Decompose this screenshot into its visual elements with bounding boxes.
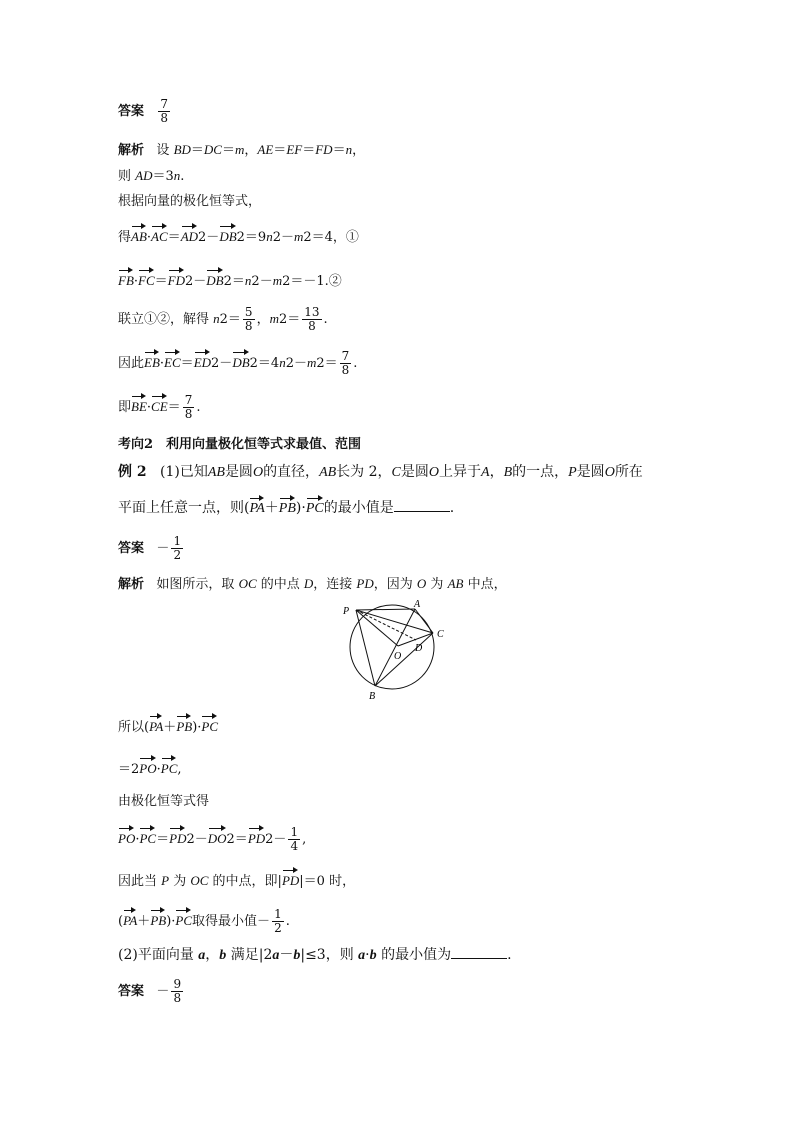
analysis-2-line-6: 因此当 P 为 OC 的中点，即|PD|＝0 时，: [118, 870, 355, 890]
analysis-1-line-6: 联立①②，解得 n2＝ $\frac{5}{8}$ ，m2＝ $\frac{13}{8}$ .: [118, 305, 328, 333]
vector-pd: PD: [282, 870, 299, 889]
vector-pc: PC: [175, 910, 192, 929]
analysis-1-line-2: 则 AD＝3n.: [118, 168, 185, 184]
answer-3: 答案 － $\frac{9}{8}$: [118, 977, 182, 1005]
part-2-question: (2)平面向量 a，b 满足|2a－b|≤3，则 a·b 的最小值为 .: [118, 947, 512, 963]
vector-fd: FD: [168, 270, 185, 289]
analysis-1-line-8: 即BE·CE＝ $\frac{7}{8}$ .: [118, 393, 201, 421]
vector-pc: PC: [161, 758, 178, 777]
example-2-line-1: 例 2 (1)已知AB是圆O的直径，AB长为 2，C是圆O上异于A，B的一点，P是圆O所在: [118, 464, 643, 480]
vector-pc: PC: [306, 498, 324, 517]
analysis-2-line-4: 由极化恒等式得: [118, 794, 210, 809]
label-d: D: [415, 643, 423, 654]
vector-fc: FC: [138, 270, 155, 289]
analysis-2-line-2: 所以(PA＋PB)·PC: [118, 716, 218, 736]
analysis-2-line-7: (PA＋PB)·PC取得最小值－ $\frac{1}{2}$ .: [118, 907, 290, 935]
vector-pb: PB: [150, 910, 166, 929]
segment-po: [356, 610, 398, 646]
vector-ed: ED: [194, 352, 211, 371]
segment-pb: [356, 610, 375, 686]
analysis-2-line-3: ＝2PO·PC,: [118, 758, 182, 778]
answer-1: 答案 $\frac{7}{8}$: [118, 97, 169, 125]
example-2-line-2: 平面上任意一点，则(PA＋PB)·PC的最小值是 .: [118, 500, 455, 516]
vector-eb: EB: [144, 352, 160, 371]
vector-ec: EC: [164, 352, 181, 371]
analysis-2-line-1: 解析 如图所示，取 OC 的中点 D，连接 PD，因为 O 为 AB 中点，: [118, 576, 507, 592]
vector-pb: PB: [279, 498, 296, 517]
vector-fb: FB: [118, 270, 134, 289]
vector-ad: AD: [181, 226, 198, 245]
segment-ab: [375, 609, 415, 686]
vector-db: DB: [219, 226, 236, 245]
segment-ac: [415, 609, 433, 633]
vector-po: PO: [139, 758, 156, 777]
answer-2: 答案 － $\frac{1}{2}$: [118, 534, 182, 562]
vector-pc: PC: [139, 828, 156, 847]
vector-db: DB: [232, 352, 249, 371]
label-a: A: [414, 600, 421, 610]
analysis-1-line-3: 根据向量的极化恒等式，: [118, 194, 262, 209]
vector-pa: PA: [123, 910, 137, 929]
analysis-1-line-5: FB·FC＝FD2－DB2＝n2－m2＝－1.②: [118, 270, 342, 290]
analysis-2-line-5: PO·PC＝PD2－DO2＝PD2－ $\frac{1}{4}$ ,: [118, 825, 307, 853]
vector-ce: CE: [151, 396, 168, 415]
geometry-figure: [340, 600, 460, 706]
vector-pa: PA: [149, 716, 163, 735]
vector-pb: PB: [176, 716, 192, 735]
answer-blank: [394, 499, 450, 512]
vector-do: DO: [208, 828, 227, 847]
vector-pd: PD: [248, 828, 265, 847]
label-p: P: [343, 606, 350, 617]
vector-db: DB: [206, 270, 223, 289]
analysis-1-line-7: 因此EB·EC＝ED2－DB2＝4n2－m2＝ $\frac{7}{8}$ .: [118, 349, 358, 377]
vector-ac: AC: [151, 226, 168, 245]
answer-blank: [451, 946, 507, 959]
segment-bc: [375, 633, 433, 686]
vector-po: PO: [118, 828, 135, 847]
vector-pd: PD: [169, 828, 186, 847]
label-c: C: [437, 629, 444, 640]
analysis-1-line-4: 得AB·AC＝AD2－DB2＝9n2－m2＝4，①: [118, 226, 359, 246]
section-2-title: 考向2 利用向量极化恒等式求最值、范围: [118, 437, 362, 452]
analysis-1-line-1: 解析 设 BD＝DC＝m，AE＝EF＝FD＝n，: [118, 142, 366, 158]
label-b: B: [369, 691, 376, 702]
answer-1-fraction: $\frac{7}{8}$: [160, 97, 169, 125]
vector-pa: PA: [249, 498, 264, 517]
vector-ab: AB: [131, 226, 147, 245]
segment-pa: [356, 609, 415, 610]
vector-be: BE: [131, 396, 147, 415]
segment-pc: [356, 610, 433, 633]
vector-pc: PC: [201, 716, 218, 735]
label-o: O: [394, 651, 402, 662]
